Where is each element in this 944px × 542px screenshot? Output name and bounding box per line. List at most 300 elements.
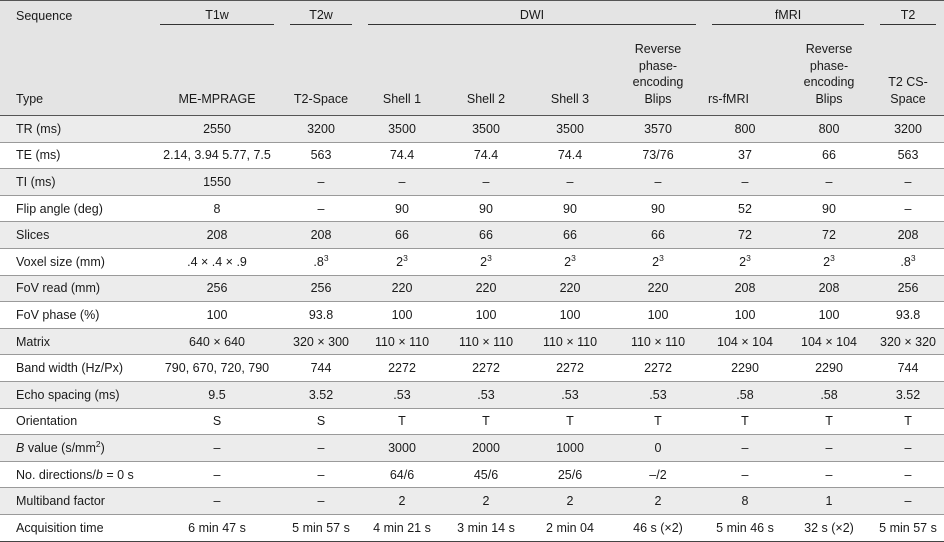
cell-value: 208: [818, 281, 840, 296]
cell-value: 2272: [472, 361, 500, 376]
cell-value: 1000: [556, 440, 584, 455]
table-cell: [282, 461, 360, 488]
cell-value: 2: [823, 254, 831, 269]
table-cell: [786, 328, 872, 355]
table-cell: [444, 248, 528, 275]
table-cell: [786, 222, 872, 249]
row-label-part: = 0 s: [102, 467, 134, 482]
table-cell: [612, 116, 704, 143]
cell-value: .8: [313, 254, 324, 269]
table-cell: [282, 408, 360, 435]
table-cell: [704, 435, 786, 462]
cell-exponent: 3: [403, 252, 408, 263]
table-cell: [444, 116, 528, 143]
cell-value: –: [566, 174, 574, 189]
table-cell: [612, 195, 704, 222]
cell-value: 100: [391, 307, 413, 322]
table-row: [0, 355, 944, 382]
cell-value: 73/76: [642, 148, 674, 163]
cell-exponent: 3: [659, 252, 664, 263]
type-cell: Shell 3: [528, 31, 612, 116]
table-cell: [360, 169, 444, 196]
table-cell: [152, 116, 282, 143]
cell-value: 2: [739, 254, 747, 269]
cell-value: 90: [479, 201, 493, 216]
cell-value: 744: [897, 361, 919, 376]
table-row: [0, 381, 944, 408]
table-row: [0, 488, 944, 515]
table-cell: [444, 514, 528, 541]
table-cell: [444, 461, 528, 488]
cell-value: 256: [897, 281, 919, 296]
table-cell: [444, 222, 528, 249]
table-cell: [704, 408, 786, 435]
table-cell: [612, 142, 704, 169]
table-cell: [704, 116, 786, 143]
table-cell: [444, 169, 528, 196]
row-label: Band width (Hz/Px): [0, 355, 152, 382]
table-cell: [704, 302, 786, 329]
cell-value: T: [904, 414, 912, 429]
table-cell: [704, 195, 786, 222]
cell-value: 3 min 14 s: [457, 520, 515, 535]
row-label-part: value (s/mm: [24, 440, 96, 455]
table-cell: [282, 488, 360, 515]
table-cell: [152, 328, 282, 355]
table-cell: [612, 514, 704, 541]
cell-value: –: [213, 494, 221, 509]
cell-value: 256: [206, 281, 228, 296]
cell-value: 9.5: [208, 387, 226, 402]
cell-value: 0: [654, 440, 662, 455]
table-cell: [704, 355, 786, 382]
table-cell: [444, 328, 528, 355]
cell-value: 3500: [556, 121, 584, 136]
cell-value: 100: [475, 307, 497, 322]
table-cell: [704, 222, 786, 249]
cell-value: –: [904, 440, 912, 455]
table-cell: [528, 461, 612, 488]
table-cell: [360, 408, 444, 435]
cell-value: 563: [310, 148, 332, 163]
table-cell: [360, 248, 444, 275]
type-cell: Reverse phase-encoding Blips: [786, 31, 872, 116]
row-label: TR (ms): [0, 116, 152, 143]
table-row: [0, 514, 944, 541]
table-row: [0, 275, 944, 302]
row-label: Acquisition time: [0, 514, 152, 541]
cell-value: 800: [818, 121, 840, 136]
table-cell: [786, 169, 872, 196]
cell-value: T: [654, 414, 662, 429]
cell-value: 100: [647, 307, 669, 322]
cell-value: –: [741, 467, 749, 482]
cell-value: .4 × .4 × .9: [187, 254, 247, 269]
table-row: [0, 195, 944, 222]
table-cell: [282, 275, 360, 302]
cell-value: 110 × 110: [630, 334, 686, 349]
cell-value: 2290: [815, 361, 843, 376]
table-cell: [282, 195, 360, 222]
cell-value: 66: [651, 228, 665, 243]
table-cell: [282, 169, 360, 196]
table-cell: [612, 381, 704, 408]
table-cell: [786, 248, 872, 275]
cell-value: –: [317, 201, 325, 216]
table-cell: [282, 248, 360, 275]
table-cell: [360, 142, 444, 169]
row-label: FoV phase (%): [0, 302, 152, 329]
cell-value: –: [654, 174, 662, 189]
cell-value: –: [213, 467, 221, 482]
cell-value: 74.4: [557, 148, 583, 163]
cell-value: 66: [563, 228, 577, 243]
cell-value: 45/6: [473, 467, 499, 482]
table-cell: [152, 248, 282, 275]
cell-value: –: [317, 467, 325, 482]
row-label-part: 2: [95, 438, 101, 449]
row-label-part: ): [100, 440, 105, 455]
table-cell: [786, 488, 872, 515]
table-cell: [528, 195, 612, 222]
table-cell: [528, 248, 612, 275]
table-cell: [528, 514, 612, 541]
table-cell: [282, 142, 360, 169]
cell-value: 563: [897, 148, 919, 163]
cell-value: 2: [566, 494, 574, 509]
cell-value: –: [482, 174, 490, 189]
table-row: [0, 408, 944, 435]
table-cell: [360, 275, 444, 302]
cell-value: 2: [564, 254, 572, 269]
cell-value: 220: [391, 281, 413, 296]
table-cell: [872, 461, 944, 488]
cell-value: T: [566, 414, 574, 429]
table-cell: [872, 381, 944, 408]
table-cell: [704, 381, 786, 408]
table-cell: [528, 275, 612, 302]
table-cell: [152, 355, 282, 382]
cell-value: 90: [822, 201, 836, 216]
cell-value: 3570: [644, 121, 672, 136]
cell-value: 90: [395, 201, 409, 216]
cell-value: S: [316, 414, 326, 429]
row-label: Multiband factor: [0, 488, 152, 515]
cell-exponent: 3: [746, 252, 751, 263]
cell-value: .53: [649, 387, 667, 402]
table-cell: [152, 302, 282, 329]
table-cell: [152, 461, 282, 488]
table-cell: [704, 514, 786, 541]
table-cell: [786, 116, 872, 143]
cell-value: 3200: [894, 121, 922, 136]
table-cell: [704, 488, 786, 515]
group-dwi: DWI: [360, 1, 704, 32]
cell-exponent: 3: [323, 252, 329, 263]
row-label-part: b: [95, 467, 103, 482]
table-cell: [444, 355, 528, 382]
cell-value: –: [904, 201, 912, 216]
cell-value: 256: [310, 281, 332, 296]
cell-value: 46 s (×2): [633, 520, 683, 535]
cell-value: 110 × 110: [458, 334, 514, 349]
table-cell: [360, 514, 444, 541]
cell-value: 100: [559, 307, 581, 322]
cell-value: T: [741, 414, 749, 429]
type-header-row: [0, 31, 944, 116]
table-cell: [786, 408, 872, 435]
table-cell: [872, 488, 944, 515]
table-cell: [786, 142, 872, 169]
table-cell: [612, 435, 704, 462]
table-cell: [444, 195, 528, 222]
cell-value: T: [398, 414, 406, 429]
cell-value: 2: [654, 494, 662, 509]
table-cell: [872, 195, 944, 222]
cell-value: 66: [479, 228, 493, 243]
cell-value: –: [904, 494, 912, 509]
row-label: Voxel size (mm): [0, 248, 152, 275]
table-cell: [152, 222, 282, 249]
cell-value: 93.8: [308, 307, 334, 322]
cell-value: 66: [395, 228, 409, 243]
table-cell: [152, 488, 282, 515]
cell-value: –: [904, 174, 912, 189]
cell-value: 93.8: [895, 307, 921, 322]
table-cell: [444, 142, 528, 169]
cell-value: T: [482, 414, 490, 429]
cell-value: 5 min 57 s: [292, 520, 350, 535]
cell-value: 790, 670, 720, 790: [164, 361, 270, 376]
cell-value: 2 min 04: [546, 520, 594, 535]
table-row: [0, 142, 944, 169]
table-cell: [282, 116, 360, 143]
row-label: Flip angle (deg): [0, 195, 152, 222]
table-cell: [360, 488, 444, 515]
row-label: TI (ms): [0, 169, 152, 196]
table-cell: [444, 275, 528, 302]
cell-value: 3.52: [308, 387, 334, 402]
table-row: [0, 302, 944, 329]
table-cell: [360, 435, 444, 462]
cell-value: 64/6: [389, 467, 415, 482]
cell-value: 208: [206, 228, 228, 243]
cell-value: 100: [818, 307, 840, 322]
cell-value: .53: [477, 387, 495, 402]
table-cell: [704, 248, 786, 275]
cell-exponent: 3: [487, 252, 492, 263]
cell-value: 208: [734, 281, 756, 296]
table-cell: [282, 381, 360, 408]
type-cell: ME-MPRAGE: [152, 31, 282, 116]
table-cell: [360, 355, 444, 382]
table-cell: [528, 355, 612, 382]
cell-value: 74.4: [473, 148, 499, 163]
cell-value: 37: [738, 148, 752, 163]
table-cell: [612, 355, 704, 382]
table-cell: [152, 381, 282, 408]
cell-value: .58: [736, 387, 754, 402]
cell-value: 2: [480, 254, 488, 269]
cell-value: –: [213, 440, 221, 455]
table-cell: [704, 275, 786, 302]
table-cell: [786, 435, 872, 462]
type-header: Type: [0, 31, 152, 116]
table-row: [0, 328, 944, 355]
table-cell: [444, 488, 528, 515]
table-cell: [872, 302, 944, 329]
cell-value: 744: [310, 361, 332, 376]
cell-value: 4 min 21 s: [373, 520, 431, 535]
cell-value: 3200: [307, 121, 335, 136]
table-cell: [152, 169, 282, 196]
cell-value: 2550: [203, 121, 231, 136]
table-cell: [282, 328, 360, 355]
cell-value: 110 × 110: [374, 334, 430, 349]
table-cell: [282, 514, 360, 541]
cell-value: –: [741, 174, 749, 189]
table-cell: [786, 381, 872, 408]
table-cell: [528, 222, 612, 249]
table-row: [0, 461, 944, 488]
cell-value: 72: [822, 228, 836, 243]
cell-value: T: [825, 414, 833, 429]
table-cell: [872, 328, 944, 355]
cell-value: 25/6: [557, 467, 583, 482]
table-row: [0, 169, 944, 196]
table-cell: [612, 169, 704, 196]
cell-value: 3500: [388, 121, 416, 136]
row-label: Echo spacing (ms): [0, 381, 152, 408]
cell-exponent: 3: [910, 252, 916, 263]
cell-value: 72: [738, 228, 752, 243]
cell-value: 5 min 57 s: [879, 520, 937, 535]
table-cell: [152, 408, 282, 435]
table-cell: [444, 302, 528, 329]
cell-value: 2272: [556, 361, 584, 376]
type-cell: T2 CS-Space: [872, 31, 944, 116]
cell-value: 6 min 47 s: [188, 520, 246, 535]
group-t1w: T1w: [152, 1, 282, 32]
table-cell: [872, 116, 944, 143]
cell-value: 2272: [644, 361, 672, 376]
table-cell: [528, 488, 612, 515]
table-cell: [872, 435, 944, 462]
table-cell: [152, 275, 282, 302]
row-label: TE (ms): [0, 142, 152, 169]
cell-value: 90: [563, 201, 577, 216]
table-cell: [528, 408, 612, 435]
type-cell: Shell 1: [360, 31, 444, 116]
cell-value: .53: [393, 387, 411, 402]
cell-value: 800: [734, 121, 756, 136]
row-label: FoV read (mm): [0, 275, 152, 302]
table-cell: [528, 435, 612, 462]
cell-value: 104 × 104: [717, 334, 773, 349]
cell-value: –: [825, 467, 833, 482]
table-row: [0, 222, 944, 249]
table-cell: [360, 302, 444, 329]
table-cell: [360, 461, 444, 488]
sequence-header: Sequence: [0, 1, 152, 32]
cell-value: 8: [213, 201, 221, 216]
cell-value: 104 × 104: [801, 334, 857, 349]
cell-value: 1550: [203, 174, 231, 189]
cell-value: 90: [651, 201, 665, 216]
cell-value: 1: [825, 494, 833, 509]
cell-value: 220: [647, 281, 669, 296]
table-cell: [786, 302, 872, 329]
table-cell: [360, 381, 444, 408]
row-label-part: B: [16, 440, 25, 455]
table-cell: [872, 355, 944, 382]
cell-value: –: [317, 440, 325, 455]
table-cell: [528, 116, 612, 143]
table-cell: [786, 355, 872, 382]
type-cell: Shell 2: [444, 31, 528, 116]
table-cell: [152, 435, 282, 462]
cell-value: 52: [738, 201, 752, 216]
table-cell: [282, 302, 360, 329]
table-cell: [872, 222, 944, 249]
type-cell: rs-fMRI: [704, 31, 786, 116]
cell-value: –: [317, 494, 325, 509]
row-label: Slices: [0, 222, 152, 249]
cell-value: .8: [900, 254, 911, 269]
table-cell: [786, 195, 872, 222]
cell-value: S: [212, 414, 222, 429]
row-label: [0, 461, 152, 488]
table-cell: [360, 222, 444, 249]
table-cell: [528, 381, 612, 408]
table-cell: [152, 195, 282, 222]
row-label: Orientation: [0, 408, 152, 435]
table-cell: [528, 328, 612, 355]
table-cell: [152, 142, 282, 169]
cell-value: 32 s (×2): [804, 520, 854, 535]
table-cell: [444, 435, 528, 462]
cell-value: 2: [652, 254, 660, 269]
cell-value: –: [904, 467, 912, 482]
cell-value: 8: [741, 494, 749, 509]
cell-value: –: [825, 174, 833, 189]
cell-value: 100: [206, 307, 228, 322]
group-header-row: [0, 1, 944, 32]
table-cell: [872, 169, 944, 196]
cell-value: 2272: [388, 361, 416, 376]
table-cell: [786, 275, 872, 302]
cell-value: 2: [396, 254, 404, 269]
cell-value: 640 × 640: [189, 334, 245, 349]
table-cell: [704, 142, 786, 169]
table-cell: [872, 514, 944, 541]
table-cell: [612, 222, 704, 249]
table-cell: [786, 461, 872, 488]
cell-value: 220: [559, 281, 581, 296]
cell-value: .58: [820, 387, 838, 402]
table-cell: [786, 514, 872, 541]
cell-value: 3.52: [895, 387, 921, 402]
table-cell: [528, 302, 612, 329]
table-cell: [872, 275, 944, 302]
cell-value: 2.14, 3.94 5.77, 7.5: [163, 148, 271, 163]
cell-value: –: [741, 440, 749, 455]
cell-value: 74.4: [389, 148, 415, 163]
table-cell: [528, 142, 612, 169]
cell-value: –/2: [649, 467, 667, 482]
table-row: [0, 248, 944, 275]
row-label: [0, 435, 152, 462]
